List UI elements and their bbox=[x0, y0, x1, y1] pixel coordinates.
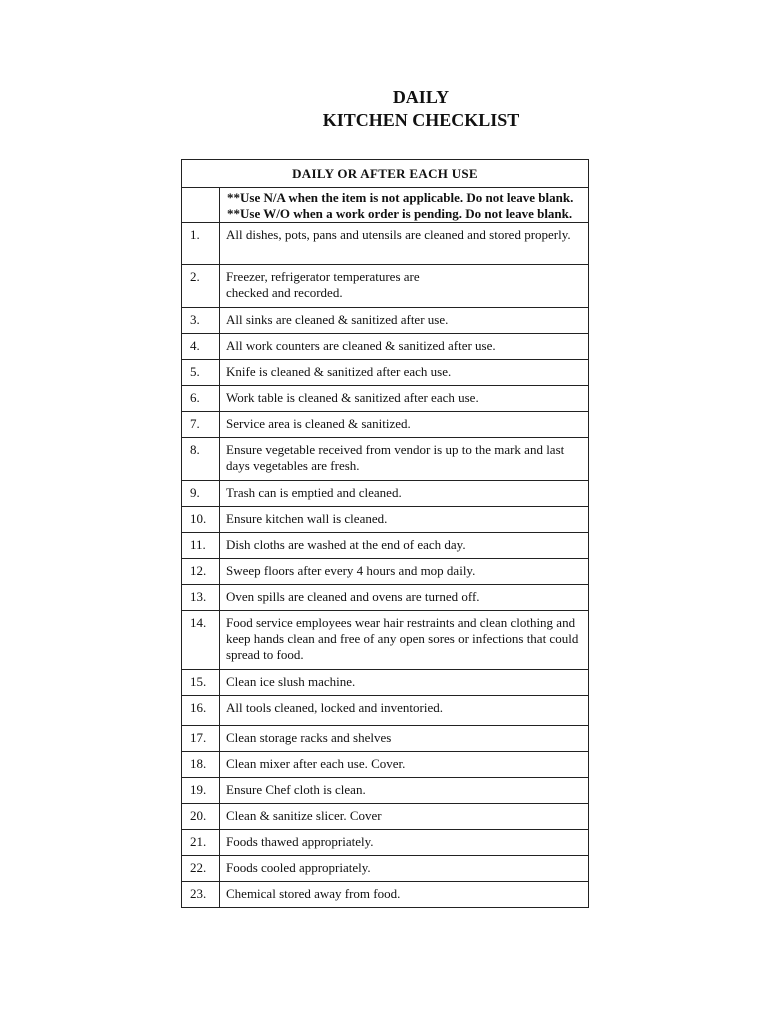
checklist-row bbox=[182, 804, 589, 830]
item-text: Dish cloths are washed at the end of each day. bbox=[220, 533, 589, 559]
item-text: Foods cooled appropriately. bbox=[220, 856, 589, 882]
checklist-row bbox=[182, 438, 589, 481]
item-number: 8. bbox=[182, 438, 220, 481]
item-text: Ensure Chef cloth is clean. bbox=[220, 778, 589, 804]
item-number: 2. bbox=[182, 265, 220, 308]
checklist-row bbox=[182, 265, 589, 308]
item-number: 14. bbox=[182, 611, 220, 670]
checklist-row bbox=[182, 856, 589, 882]
item-number: 10. bbox=[182, 507, 220, 533]
checklist-row bbox=[182, 559, 589, 585]
item-text: Clean storage racks and shelves bbox=[220, 726, 589, 752]
checklist-row bbox=[182, 778, 589, 804]
item-text: Freezer, refrigerator temperatures are checked and recorded. bbox=[220, 265, 589, 308]
note-wo: **Use W/O when a work order is pending. Do not leave blank. bbox=[227, 206, 573, 221]
item-number: 17. bbox=[182, 726, 220, 752]
item-text: Clean mixer after each use. Cover. bbox=[220, 752, 589, 778]
item-number: 19. bbox=[182, 778, 220, 804]
item-text: Ensure vegetable received from vendor is up to the mark and last days vegetables are fresh. bbox=[220, 438, 589, 481]
note-na: **Use N/A when the item is not applicable. Do not leave blank. bbox=[227, 190, 574, 205]
item-number: 12. bbox=[182, 559, 220, 585]
item-text: Chemical stored away from food. bbox=[220, 882, 589, 908]
checklist-row bbox=[182, 670, 589, 696]
section-header: DAILY OR AFTER EACH USE bbox=[182, 160, 589, 188]
checklist-row bbox=[182, 585, 589, 611]
item-number: 21. bbox=[182, 830, 220, 856]
item-text: Clean ice slush machine. bbox=[220, 670, 589, 696]
item-number: 20. bbox=[182, 804, 220, 830]
item-number: 3. bbox=[182, 308, 220, 334]
item-text: Foods thawed appropriately. bbox=[220, 830, 589, 856]
item-text: All sinks are cleaned & sanitized after use. bbox=[220, 308, 589, 334]
notes-cell bbox=[220, 188, 589, 223]
checklist-row bbox=[182, 696, 589, 726]
item-number: 11. bbox=[182, 533, 220, 559]
item-number: 7. bbox=[182, 412, 220, 438]
title-kitchen-checklist: KITCHEN CHECKLIST bbox=[322, 110, 520, 130]
checklist-row bbox=[182, 308, 589, 334]
item-text: Work table is cleaned & sanitized after each use. bbox=[220, 386, 589, 412]
item-number: 23. bbox=[182, 882, 220, 908]
item-number: 13. bbox=[182, 585, 220, 611]
item-number: 16. bbox=[182, 696, 220, 726]
title-daily: DAILY bbox=[392, 87, 450, 107]
checklist-row bbox=[182, 752, 589, 778]
checklist-row bbox=[182, 412, 589, 438]
item-text: All work counters are cleaned & sanitized after use. bbox=[220, 334, 589, 360]
checklist-row bbox=[182, 481, 589, 507]
item-text: Clean & sanitize slicer. Cover bbox=[220, 804, 589, 830]
item-number: 4. bbox=[182, 334, 220, 360]
item-number: 6. bbox=[182, 386, 220, 412]
item-number: 9. bbox=[182, 481, 220, 507]
item-text: All dishes, pots, pans and utensils are cleaned and stored properly. bbox=[220, 223, 589, 265]
checklist-row bbox=[182, 726, 589, 752]
item-text: Ensure kitchen wall is cleaned. bbox=[220, 507, 589, 533]
item-text: Knife is cleaned & sanitized after each use. bbox=[220, 360, 589, 386]
item-text: Service area is cleaned & sanitized. bbox=[220, 412, 589, 438]
checklist-table bbox=[181, 159, 589, 908]
notes-row bbox=[182, 188, 589, 223]
checklist-row bbox=[182, 830, 589, 856]
item-number: 5. bbox=[182, 360, 220, 386]
checklist-row bbox=[182, 507, 589, 533]
checklist-row bbox=[182, 360, 589, 386]
item-number: 22. bbox=[182, 856, 220, 882]
section-header-row bbox=[182, 160, 589, 188]
checklist-row bbox=[182, 611, 589, 670]
item-number: 15. bbox=[182, 670, 220, 696]
checklist-row bbox=[182, 386, 589, 412]
item-number: 18. bbox=[182, 752, 220, 778]
item-text: Oven spills are cleaned and ovens are turned off. bbox=[220, 585, 589, 611]
item-text: All tools cleaned, locked and inventoried. bbox=[220, 696, 589, 726]
checklist-row bbox=[182, 533, 589, 559]
item-number: 1. bbox=[182, 223, 220, 265]
item-text: Food service employees wear hair restraints and clean clothing and keep hands clean and free of any open sores or infections that could spread to food. bbox=[220, 611, 589, 670]
notes-empty-cell bbox=[182, 188, 220, 223]
item-text: Sweep floors after every 4 hours and mop daily. bbox=[220, 559, 589, 585]
checklist-row bbox=[182, 334, 589, 360]
checklist-row bbox=[182, 223, 589, 265]
checklist-row bbox=[182, 882, 589, 908]
item-text: Trash can is emptied and cleaned. bbox=[220, 481, 589, 507]
